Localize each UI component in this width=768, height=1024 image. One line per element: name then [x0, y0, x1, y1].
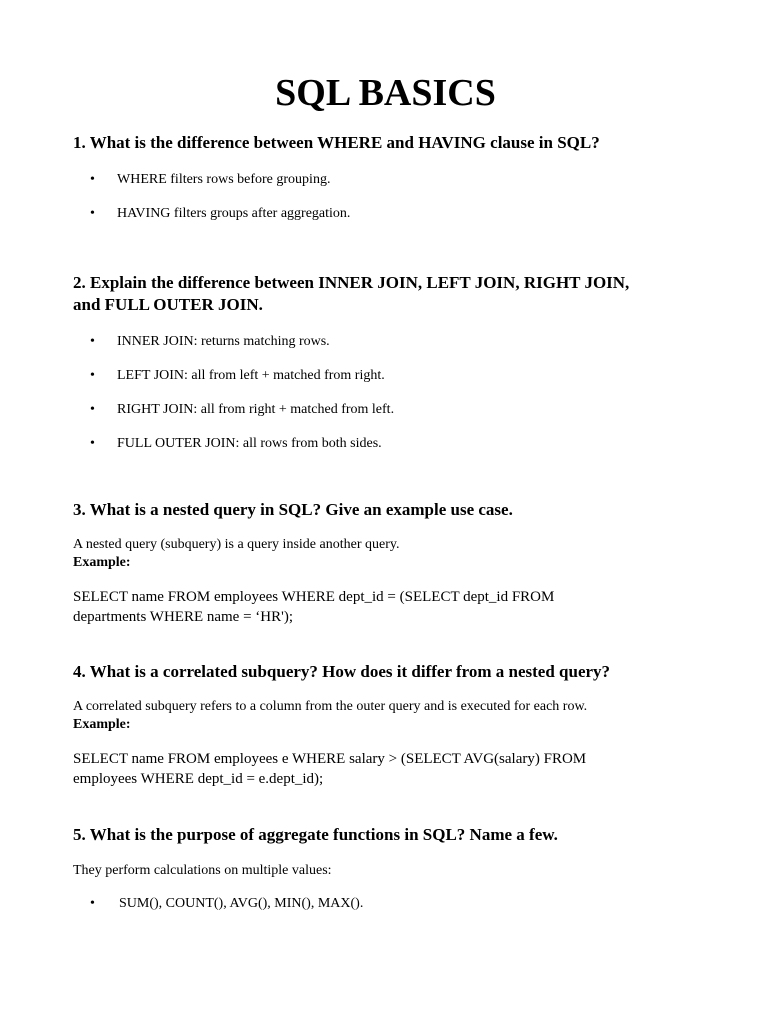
- question-4-heading: 4. What is a correlated subquery? How does it differ from a nested query?: [73, 662, 611, 681]
- list-item: • LEFT JOIN: all from left + matched from right.: [90, 368, 385, 383]
- bullet-icon: •: [90, 368, 95, 383]
- bullet-icon: •: [90, 334, 95, 349]
- question-2-heading: 2. Explain the difference between INNER JOIN, LEFT JOIN, RIGHT JOIN, and FULL OUTER JOIN.: [73, 273, 630, 314]
- bullet-icon: •: [90, 436, 95, 451]
- question-3-section: [73, 499, 698, 627]
- list-item: • RIGHT JOIN: all from right + matched from left.: [90, 402, 395, 417]
- question-2-bullets: [73, 333, 698, 453]
- page-title: SQL BASICS: [275, 72, 496, 114]
- question-4-description: A correlated subquery refers to a column from the outer query and is executed for each row.: [73, 699, 588, 714]
- question-5-description: They perform calculations on multiple values:: [73, 863, 332, 878]
- question-4-section: [73, 661, 698, 789]
- question-3-example-label: Example:: [73, 555, 131, 570]
- bullet-icon: •: [90, 896, 95, 911]
- list-item: • INNER JOIN: returns matching rows.: [90, 334, 330, 349]
- question-4-example-code: SELECT name FROM employees e WHERE salary > (SELECT AVG(salary) FROM employees WHERE dept_id = e.dept_id);: [73, 751, 587, 787]
- question-5-section: [73, 824, 698, 913]
- list-item: • SUM(), COUNT(), AVG(), MIN(), MAX().: [90, 896, 364, 911]
- question-1-bullets: [73, 171, 698, 223]
- question-3-heading: 3. What is a nested query in SQL? Give an example use case.: [73, 500, 513, 519]
- list-item: • FULL OUTER JOIN: all rows from both sides.: [90, 436, 382, 451]
- bullet-icon: •: [90, 172, 95, 187]
- question-4-example-label: Example:: [73, 717, 131, 732]
- list-item: • WHERE filters rows before grouping.: [90, 172, 331, 187]
- question-1-heading: 1. What is the difference between WHERE and HAVING clause in SQL?: [73, 133, 600, 152]
- bullet-icon: •: [90, 206, 95, 221]
- question-5-bullets: [73, 895, 698, 913]
- question-3-example-code: SELECT name FROM employees WHERE dept_id = (SELECT dept_id FROM departments WHERE name = ‘HR');: [73, 589, 555, 625]
- bullet-icon: •: [90, 402, 95, 417]
- question-1-section: [73, 132, 698, 223]
- question-5-heading: 5. What is the purpose of aggregate functions in SQL? Name a few.: [73, 825, 558, 844]
- question-3-description: A nested query (subquery) is a query inside another query.: [73, 537, 400, 552]
- question-2-section: [73, 272, 698, 453]
- list-item: • HAVING filters groups after aggregation.: [90, 206, 351, 221]
